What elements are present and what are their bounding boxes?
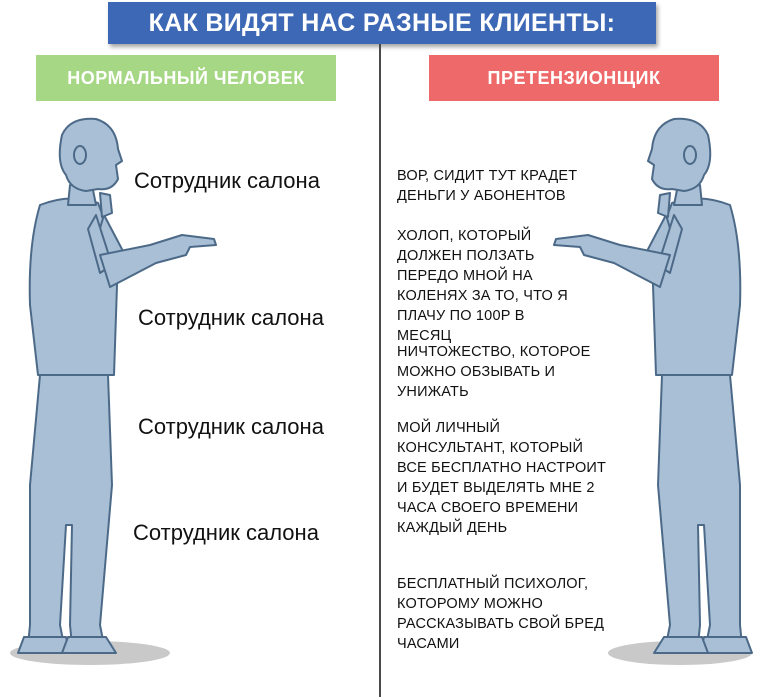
complainer-label: ПРЕТЕНЗИОНЩИК <box>429 55 719 101</box>
left-employee-label-3: Сотрудник салона <box>138 414 324 439</box>
right-description-3: НИЧТОЖЕСТВО, КОТОРОЕ МОЖНО ОБЗЫВАТЬ И УНИЖАТЬ <box>397 344 591 400</box>
right-description-4: МОЙ ЛИЧНЫЙ КОНСУЛЬТАНТ, КОТОРЫЙ ВСЕ БЕСПЛАТНО НАСТРОИТ И БУДЕТ ВЫДЕЛЯТЬ МНЕ 2 ЧАСА СВОЕГО ВРЕМЕНИ КАЖДЫЙ ДЕНЬ <box>397 420 607 536</box>
left-employee-label-4: Сотрудник салона <box>133 520 319 545</box>
right-description-2: ХОЛОП, КОТОРЫЙ ДОЛЖЕН ПОЛЗАТЬ ПЕРЕДО МНОЙ НА КОЛЕНЯХ ЗА ТО, ЧТО Я ПЛАЧУ ПО 100Р В МЕСЯЦ <box>397 228 568 344</box>
right-description-5: БЕСПЛАТНЫЙ ПСИХОЛОГ, КОТОРОМУ МОЖНО РАССКАЗЫВАТЬ СВОЙ БРЕД ЧАСАМИ <box>397 576 605 652</box>
center-divider <box>379 44 381 697</box>
page-title: КАК ВИДЯТ НАС РАЗНЫЕ КЛИЕНТЫ: <box>108 2 656 44</box>
left-employee-label-1: Сотрудник салона <box>134 168 320 193</box>
right-description-1: ВОР, СИДИТ ТУТ КРАДЕТ ДЕНЬГИ У АБОНЕНТОВ <box>397 168 578 204</box>
left-employee-label-2: Сотрудник салона <box>138 305 324 330</box>
normal-person-label: НОРМАЛЬНЫЙ ЧЕЛОВЕК <box>36 55 336 101</box>
